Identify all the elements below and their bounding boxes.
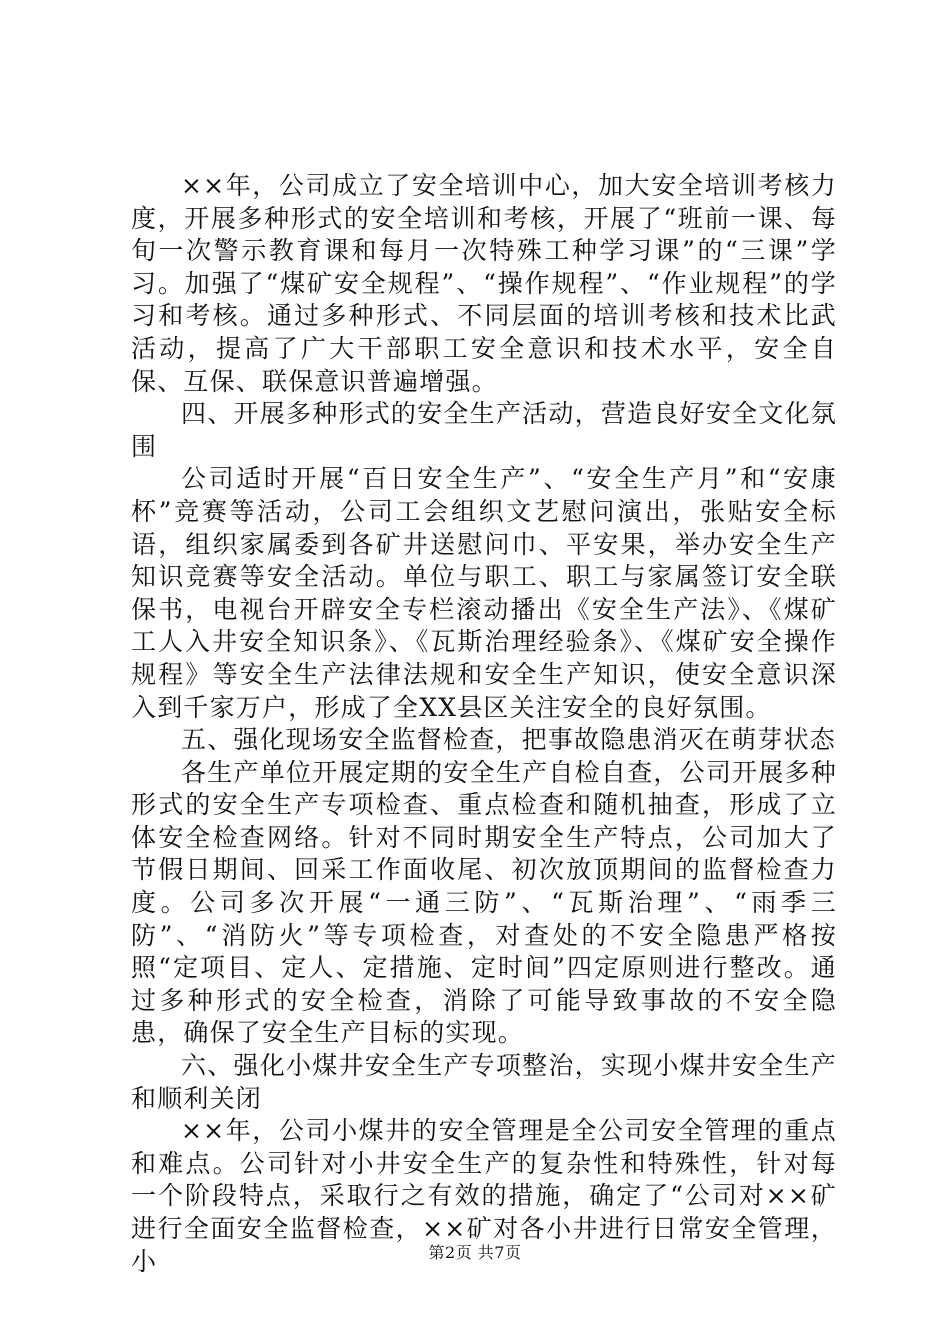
document-body [131,170,837,1278]
page-number-footer: 第2页 共7页 [428,1243,522,1262]
paragraph-inspection: 各生产单位开展定期的安全生产自检自查，公司开展多种形式的安全生产专项检查、重点检查和随机抽查，形成了立体安全检查网络。针对不同时期安全生产特点，公司加大了节假日期间、回采工作面收尾、初次放顶期间的监督检查力度。公司多次开展“一通三防”、“瓦斯治理”、“雨季三防”、“消防火”等专项检查，对查处的不安全隐患严格按照“定项目、定人、定措施、定时间”四定原则进行整改。通过多种形式的安全检查，消除了可能导致事故的不安全隐患，确保了安全生产目标的实现。 [131,757,837,1048]
section-heading-4: 四、开展多种形式的安全生产活动，营造良好安全文化氛围 [131,399,837,461]
paragraph-training: ××年，公司成立了安全培训中心，加大安全培训考核力度，开展多种形式的安全培训和考核，开展了“班前一课、每旬一次警示教育课和每月一次特殊工种学习课”的“三课”学习。加强了“煤矿安全规程”、“操作规程”、“作业规程”的学习和考核。通过多种形式、不同层面的培训考核和技术比武活动，提高了广大干部职工安全意识和技术水平，安全自保、互保、联保意识普遍增强。 [131,171,837,396]
section-heading-5: 五、强化现场安全监督检查，把事故隐患消灭在萌芽状态 [181,725,837,755]
paragraph-activities: 公司适时开展“百日安全生产”、“安全生产月”和“安康杯”竞赛等活动，公司工会组织文艺慰问演出，张贴安全标语，组织家属委到各矿井送慰问巾、平安果，举办安全生产知识竞赛等安全活动。单位与职工、职工与家属签订安全联保书，电视台开辟安全专栏滚动播出《安全生产法》、《煤矿工人入井安全知识条》、《瓦斯治理经验条》、《煤矿安全操作规程》等安全生产法律法规和安全生产知识，使安全意识深入到千家万户，形成了全XX县区关注安全的良好氛围。 [131,464,837,722]
paragraph-small-mines: ××年，公司小煤井的安全管理是全公司安全管理的重点和难点。公司针对小井安全生产的复杂性和特殊性，针对每一个阶段特点，采取行之有效的措施，确定了“公司对××矿进行全面安全监督检查，××矿对各小井进行日常安全管理，小 [131,1116,837,1276]
section-heading-6: 六、强化小煤井安全生产专项整治，实现小煤井安全生产和顺利关闭 [131,1051,837,1113]
